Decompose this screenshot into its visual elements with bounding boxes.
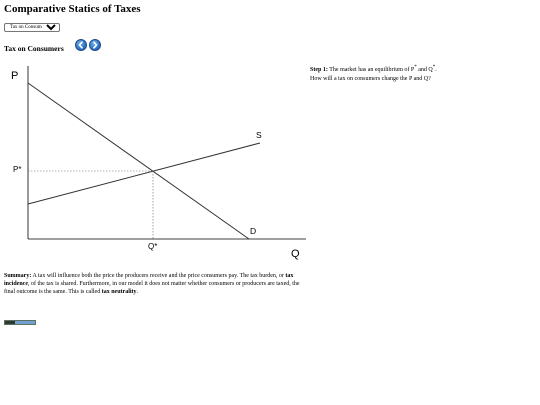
demand-label: D (250, 226, 257, 236)
next-step-button[interactable] (89, 39, 101, 51)
section-heading: Tax on Consumers (4, 44, 64, 53)
step-text-part: . How will a tax on consumers change the P and Q? (310, 67, 437, 82)
equilibrium-quantity-label: Q* (148, 242, 158, 251)
summary-text-part: . (136, 289, 139, 295)
supply-label: S (256, 130, 262, 140)
tax-neutrality-term: tax neutrality (101, 289, 137, 295)
step-label: Step 1: (310, 67, 328, 73)
tax-incidence-term: tax incidence (4, 273, 294, 287)
step-superscript: * (432, 65, 436, 70)
step-text-part: and Q (416, 67, 433, 73)
previous-step-button[interactable] (75, 39, 87, 51)
chevron-left-icon (76, 40, 86, 50)
cc-badge-left (5, 321, 15, 324)
creative-commons-badge-icon[interactable] (4, 320, 36, 325)
step-text-part: The market has an equilibrium of P (327, 67, 415, 73)
summary-label: Summary: (4, 273, 32, 279)
supply-curve (28, 143, 260, 204)
equilibrium-price-label: P* (13, 165, 22, 174)
summary-paragraph (4, 272, 306, 296)
p-axis-label: P (11, 70, 19, 82)
summary-text-part: A tax will influence both the price the producers receive and the price consumers pay. The tax burden, or (31, 273, 286, 279)
step-superscript: * (414, 65, 417, 70)
step-description (310, 64, 438, 83)
page-title: Comparative Statics of Taxes (4, 3, 141, 15)
cc-badge-right (15, 321, 35, 324)
demand-curve (28, 83, 249, 239)
summary-text-part: , of the tax is shared. Furthermore, in our model it does not matter whether consumers or producers are taxed, the final outcome is the same. This is called (4, 281, 300, 295)
supply-demand-graph (0, 60, 310, 265)
q-axis-label: Q (291, 248, 300, 260)
chevron-right-icon (90, 40, 100, 50)
scenario-select[interactable] (4, 23, 60, 32)
